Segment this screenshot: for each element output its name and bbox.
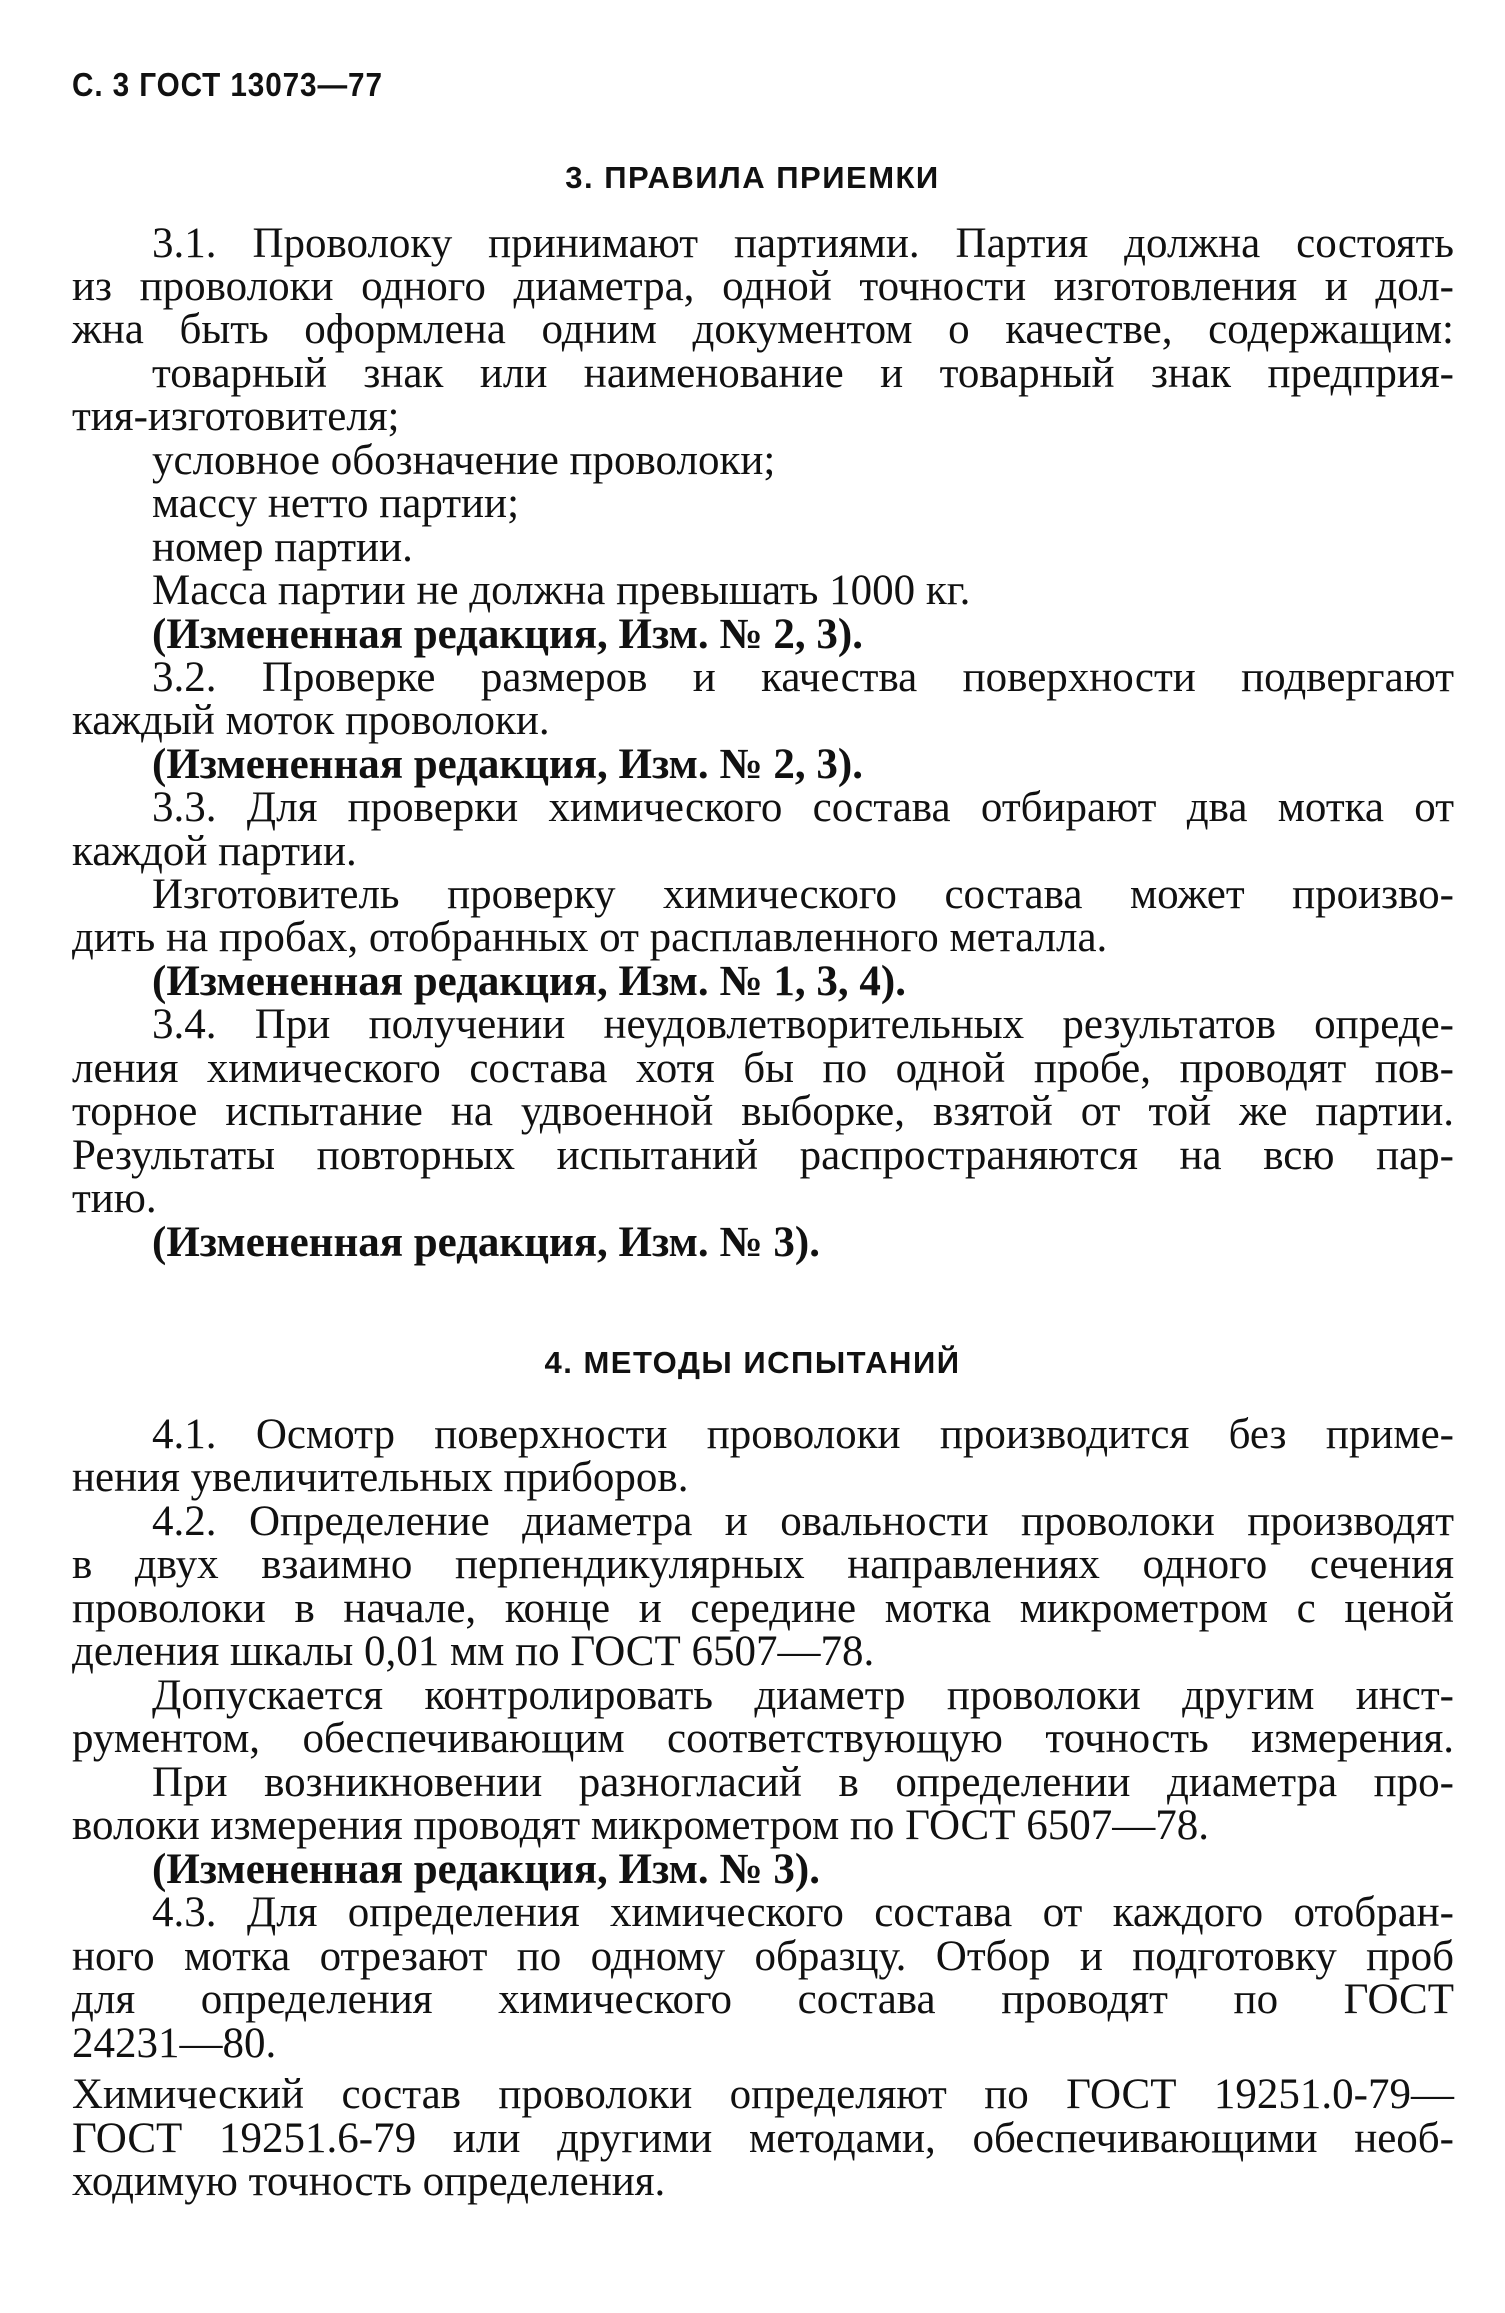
paragraph-line: ного мотка отрезают по одному образцу. Отбор и подготовку проб [72, 1933, 1454, 1980]
paragraph-line: жна быть оформлена одним документом о качестве, содержащим: [72, 306, 1454, 353]
paragraph-line: в двух взаимно перпендикулярных направлениях одного сечения [72, 1541, 1454, 1588]
paragraph-line: из проволоки одного диаметра, одной точности изготовления и дол- [72, 263, 1454, 310]
paragraph-line: тия-изготовителя; [72, 393, 400, 440]
paragraph-line: массу нетто партии; [152, 480, 520, 527]
paragraph-line: ходимую точность определения. [72, 2158, 666, 2205]
amendment-note: (Измененная редакция, Изм. № 2, 3). [152, 741, 863, 788]
paragraph-line: 3.3. Для проверки химического состава отбирают два мотка от [152, 784, 1454, 831]
paragraph-line: торное испытание на удвоенной выборке, взятой от той же партии. [72, 1088, 1454, 1135]
paragraph-line: волоки измерения проводят микрометром по ГОСТ 6507—78. [72, 1802, 1209, 1849]
paragraph-line: Химический состав проволоки определяют по ГОСТ 19251.0-79— [72, 2071, 1454, 2118]
paragraph-line: Допускается контролировать диаметр проволоки другим инст- [152, 1672, 1454, 1719]
page-header: С. 3 ГОСТ 13073—77 [72, 66, 383, 103]
paragraph-line: 4.1. Осмотр поверхности проволоки производится без приме- [152, 1411, 1454, 1458]
paragraph-line: тию. [72, 1175, 157, 1222]
amendment-note: (Измененная редакция, Изм. № 1, 3, 4). [152, 958, 906, 1005]
section-4-title: 4. МЕТОДЫ ИСПЫТАНИЙ [544, 1345, 961, 1380]
paragraph-line: 3.4. При получении неудовлетворительных результатов опреде- [152, 1001, 1454, 1048]
paragraph-line: каждой партии. [72, 828, 357, 875]
paragraph-line: 4.3. Для определения химического состава от каждого отобран- [152, 1889, 1454, 1936]
paragraph-line: товарный знак или наименование и товарный знак предприя- [152, 350, 1454, 397]
section-3-title: 3. ПРАВИЛА ПРИЕМКИ [565, 160, 940, 195]
paragraph-line: ГОСТ 19251.6-79 или другими методами, обеспечивающими необ- [72, 2115, 1454, 2162]
paragraph-line: дить на пробах, отобранных от расплавленного металла. [72, 914, 1108, 961]
paragraph-line: деления шкалы 0,01 мм по ГОСТ 6507—78. [72, 1628, 875, 1675]
amendment-note: (Измененная редакция, Изм. № 3). [152, 1219, 820, 1266]
paragraph-line: условное обозначение проволоки; [152, 437, 776, 484]
paragraph-line: ления химического состава хотя бы по одной пробе, проводят пов- [72, 1045, 1454, 1092]
paragraph-line: При возникновении разногласий в определении диаметра про- [152, 1759, 1454, 1806]
amendment-note: (Измененная редакция, Изм. № 3). [152, 1846, 820, 1893]
paragraph-line: 3.2. Проверке размеров и качества поверхности подвергают [152, 654, 1454, 701]
paragraph-line: Изготовитель проверку химического состава может произво- [152, 871, 1454, 918]
paragraph-line: Результаты повторных испытаний распространяются на всю пар- [72, 1132, 1454, 1179]
paragraph-line: для определения химического состава проводят по ГОСТ [72, 1976, 1454, 2023]
amendment-note: (Измененная редакция, Изм. № 2, 3). [152, 611, 863, 658]
paragraph-line: Масса партии не должна превышать 1000 кг. [152, 567, 971, 614]
paragraph-line: нения увеличительных приборов. [72, 1454, 689, 1501]
paragraph-line: рументом, обеспечивающим соответствующую точность измерения. [72, 1715, 1454, 1762]
paragraph-line: 4.2. Определение диаметра и овальности проволоки производят [152, 1498, 1454, 1545]
paragraph-line: 24231—80. [72, 2020, 277, 2067]
paragraph-line: номер партии. [152, 524, 413, 571]
paragraph-line: 3.1. Проволоку принимают партиями. Партия должна состоять [152, 220, 1454, 267]
paragraph-line: каждый моток проволоки. [72, 697, 550, 744]
paragraph-line: проволоки в начале, конце и середине мотка микрометром с ценой [72, 1585, 1454, 1632]
